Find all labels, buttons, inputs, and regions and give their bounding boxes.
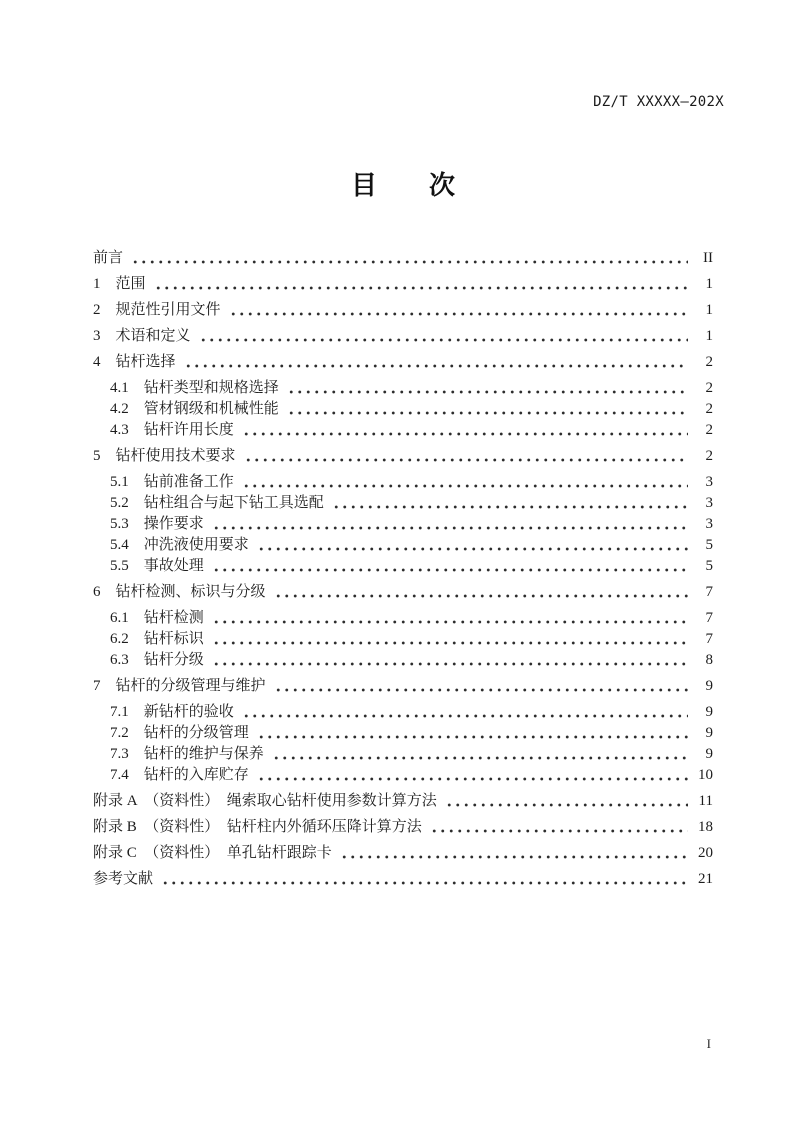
toc-entry	[93, 843, 713, 864]
dot-leader	[212, 641, 688, 645]
toc-entry	[93, 493, 713, 514]
toc-entry	[93, 608, 713, 629]
toc-entry	[93, 869, 713, 890]
toc-entry	[93, 676, 713, 697]
toc-entry	[93, 472, 713, 493]
toc-entry-label: 3 术语和定义	[93, 328, 191, 344]
toc-entry-page: 2	[705, 448, 713, 464]
toc-entry-label: 5.1 钻前准备工作	[110, 474, 234, 490]
toc-entry	[93, 420, 713, 441]
dot-leader	[212, 620, 688, 624]
dot-leader	[257, 735, 688, 739]
toc-entry	[93, 791, 713, 812]
toc-entry-label: 4.2 管材钢级和机械性能	[110, 401, 279, 417]
toc-entry-page: 1	[705, 302, 713, 318]
toc-entry-page: II	[703, 250, 713, 266]
toc-entry-label: 4.1 钻杆类型和规格选择	[110, 380, 279, 396]
toc-entry-page: 3	[705, 474, 713, 490]
toc-entry-label: 6.1 钻杆检测	[110, 610, 204, 626]
toc-entry	[93, 723, 713, 744]
toc-entry-page: 2	[705, 354, 713, 370]
toc-entry-label: 7.3 钻杆的维护与保养	[110, 746, 264, 762]
dot-leader	[272, 756, 688, 760]
dot-leader	[154, 286, 688, 290]
toc-entry-label: 附录 B （资料性） 钻杆柱内外循环压降计算方法	[93, 819, 422, 835]
toc-entry	[93, 399, 713, 420]
toc-entry-label: 5.5 事故处理	[110, 558, 204, 574]
dot-leader	[212, 568, 688, 572]
toc-entry-page: 1	[705, 328, 713, 344]
toc-entry	[93, 650, 713, 671]
toc-entry-page: 1	[705, 276, 713, 292]
toc-entry-label: 6.3 钻杆分级	[110, 652, 204, 668]
toc-entry-page: 5	[705, 558, 713, 574]
toc-entry-label: 4.3 钻杆许用长度	[110, 422, 234, 438]
doc-code: DZ/T XXXXX—202X	[593, 94, 724, 110]
dot-leader	[199, 338, 688, 342]
dot-leader	[274, 594, 688, 598]
table-of-contents	[93, 243, 713, 895]
toc-entry	[93, 702, 713, 723]
toc-entry-page: 7	[705, 584, 713, 600]
dot-leader	[274, 688, 688, 692]
dot-leader	[287, 411, 688, 415]
dot-leader	[242, 714, 688, 718]
toc-entry-page: 9	[705, 704, 713, 720]
dot-leader	[340, 855, 688, 859]
toc-entry-label: 7.1 新钻杆的验收	[110, 704, 234, 720]
toc-entry-page: 9	[705, 678, 713, 694]
dot-leader	[229, 312, 688, 316]
toc-entry-label: 附录 A （资料性） 绳索取心钻杆使用参数计算方法	[93, 793, 437, 809]
dot-leader	[332, 505, 688, 509]
dot-leader	[445, 803, 688, 807]
toc-entry-label: 7.4 钻杆的入库贮存	[110, 767, 249, 783]
toc-entry-page: 11	[698, 793, 713, 809]
toc-entry	[93, 248, 713, 269]
toc-entry-label: 前言	[93, 250, 124, 266]
toc-entry-page: 20	[698, 845, 713, 861]
toc-entry-label: 附录 C （资料性） 单孔钻杆跟踪卡	[93, 845, 332, 861]
toc-entry	[93, 556, 713, 577]
toc-entry-label: 5.2 钻柱组合与起下钻工具选配	[110, 495, 324, 511]
dot-leader	[161, 881, 688, 885]
toc-entry	[93, 274, 713, 295]
toc-entry-page: 7	[705, 610, 713, 626]
toc-entry	[93, 300, 713, 321]
toc-entry-label: 5 钻杆使用技术要求	[93, 448, 236, 464]
dot-leader	[131, 260, 688, 264]
toc-entry-page: 8	[705, 652, 713, 668]
toc-entry-label: 6 钻杆检测、标识与分级	[93, 584, 266, 600]
toc-entry-label: 7 钻杆的分级管理与维护	[93, 678, 266, 694]
dot-leader	[244, 458, 688, 462]
dot-leader	[242, 432, 688, 436]
toc-entry-page: 7	[705, 631, 713, 647]
toc-entry-label: 5.4 冲洗液使用要求	[110, 537, 249, 553]
toc-entry	[93, 326, 713, 347]
toc-entry	[93, 744, 713, 765]
toc-entry-page: 21	[698, 871, 713, 887]
toc-entry-label: 5.3 操作要求	[110, 516, 204, 532]
dot-leader	[287, 390, 688, 394]
toc-entry-page: 3	[705, 516, 713, 532]
page-title: 目 次	[350, 170, 455, 200]
toc-entry	[93, 582, 713, 603]
toc-entry	[93, 446, 713, 467]
toc-entry-page: 2	[705, 422, 713, 438]
toc-entry	[93, 352, 713, 373]
toc-entry-label: 1 范围	[93, 276, 146, 292]
toc-entry	[93, 765, 713, 786]
toc-entry-label: 7.2 钻杆的分级管理	[110, 725, 249, 741]
toc-entry	[93, 535, 713, 556]
toc-entry-label: 6.2 钻杆标识	[110, 631, 204, 647]
footer-page-number: I	[706, 1036, 711, 1051]
dot-leader	[430, 829, 688, 833]
toc-entry	[93, 514, 713, 535]
dot-leader	[242, 484, 688, 488]
toc-entry-page: 10	[698, 767, 713, 783]
toc-entry-label: 参考文献	[93, 871, 154, 887]
toc-entry-page: 3	[705, 495, 713, 511]
toc-entry	[93, 817, 713, 838]
toc-entry-page: 9	[705, 725, 713, 741]
toc-entry-page: 2	[705, 380, 713, 396]
dot-leader	[212, 662, 688, 666]
toc-entry-label: 2 规范性引用文件	[93, 302, 221, 318]
toc-entry-page: 5	[705, 537, 713, 553]
dot-leader	[257, 547, 688, 551]
toc-entry-page: 2	[705, 401, 713, 417]
dot-leader	[184, 364, 688, 368]
toc-entry-page: 18	[698, 819, 713, 835]
toc-entry	[93, 629, 713, 650]
dot-leader	[212, 526, 688, 530]
toc-entry-page: 9	[705, 746, 713, 762]
toc-entry	[93, 378, 713, 399]
dot-leader	[257, 777, 688, 781]
toc-entry-label: 4 钻杆选择	[93, 354, 176, 370]
